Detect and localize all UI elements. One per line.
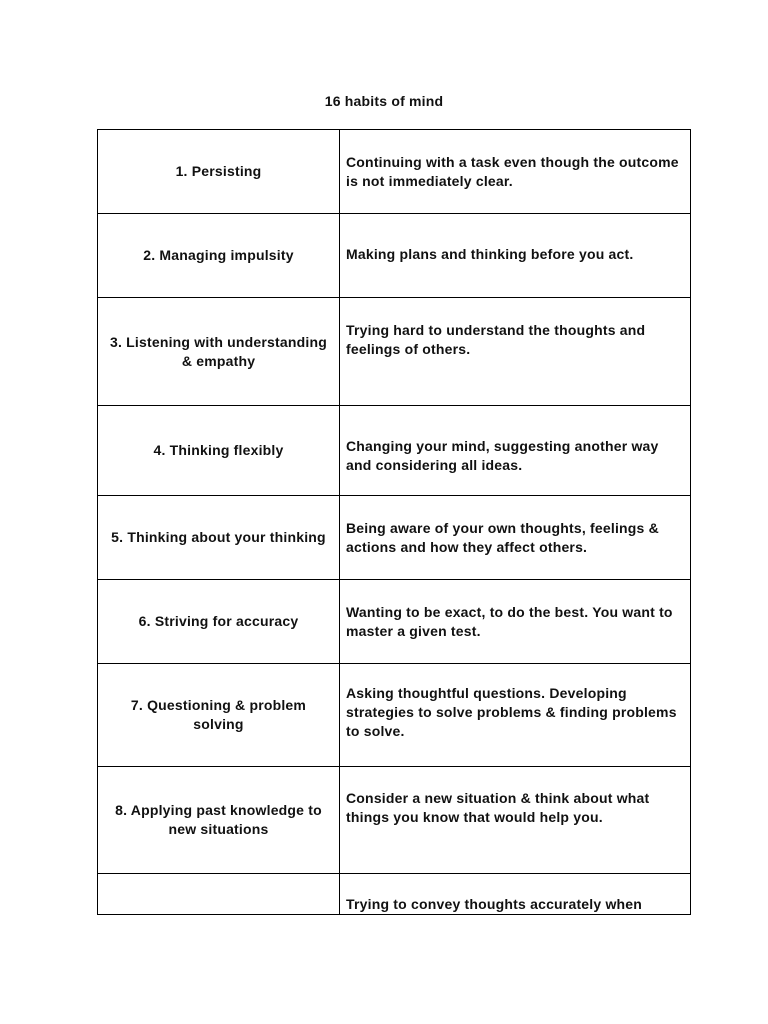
habit-name: 1. Persisting: [98, 130, 340, 214]
table-row: [98, 496, 691, 580]
habit-name: 2. Managing impulsity: [98, 214, 340, 298]
habit-name: 8. Applying past knowledge to new situations: [98, 767, 340, 874]
table-row: [98, 214, 691, 298]
habit-description: Changing your mind, suggesting another way and considering all ideas.: [340, 406, 691, 496]
habit-name: 7. Questioning & problem solving: [98, 664, 340, 767]
habit-description: Continuing with a task even though the outcome is not immediately clear.: [340, 130, 691, 214]
habit-description: Asking thoughtful questions. Developing strategies to solve problems & finding problems to solve.: [340, 664, 691, 767]
habit-description: Wanting to be exact, to do the best. You want to master a given test.: [340, 580, 691, 664]
habit-description: Trying hard to understand the thoughts and feelings of others.: [340, 298, 691, 406]
table-row: [98, 130, 691, 214]
habit-name: 5. Thinking about your thinking: [98, 496, 340, 580]
habit-name: [98, 874, 340, 915]
table-row: [98, 406, 691, 496]
table-row: [98, 298, 691, 406]
habit-description: Consider a new situation & think about what things you know that would help you.: [340, 767, 691, 874]
table-row: [98, 580, 691, 664]
table-row: [98, 874, 691, 915]
habit-description: Making plans and thinking before you act.: [340, 214, 691, 298]
table-row: [98, 664, 691, 767]
page-title: 16 habits of mind: [324, 93, 444, 109]
habit-name: 6. Striving for accuracy: [98, 580, 340, 664]
habit-name: 3. Listening with understanding & empathy: [98, 298, 340, 406]
habit-description: Trying to convey thoughts accurately when: [340, 874, 691, 915]
habit-description: Being aware of your own thoughts, feelings & actions and how they affect others.: [340, 496, 691, 580]
table-row: [98, 767, 691, 874]
habit-name: 4. Thinking flexibly: [98, 406, 340, 496]
habits-table: [97, 129, 691, 915]
